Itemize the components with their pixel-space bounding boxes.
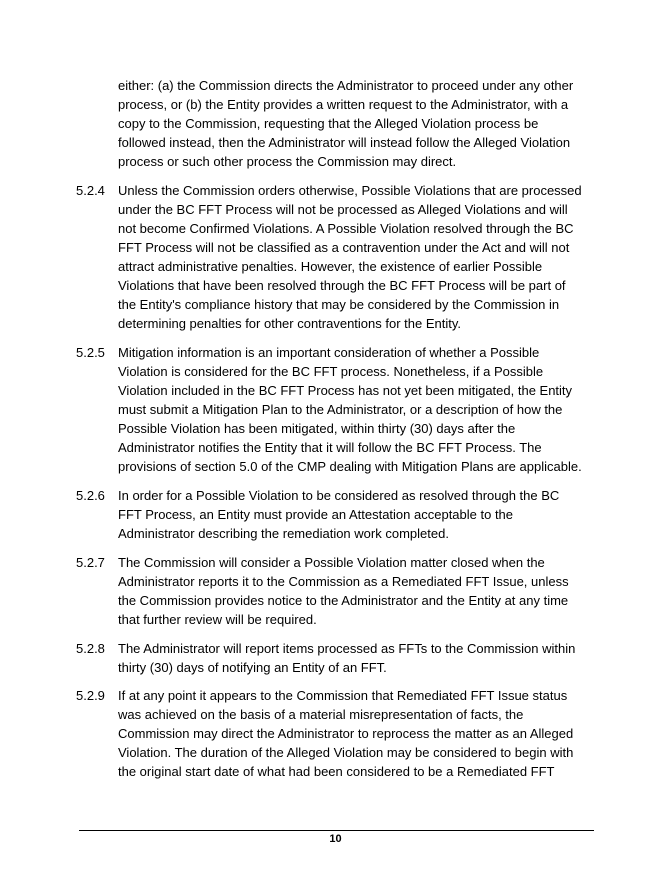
text-line: attract administrative penalties. However, the existence of earlier Possible xyxy=(118,259,543,274)
text-line: under the BC FFT Process will not be processed as Alleged Violations and will xyxy=(118,202,568,217)
clause-5-2-7 xyxy=(76,553,596,629)
clause-number: 5.2.9 xyxy=(76,688,105,703)
clause-body xyxy=(118,553,596,629)
text-line: the original start date of what had been considered to be a Remediated FFT xyxy=(118,764,555,779)
text-line: The Administrator will report items processed as FFTs to the Commission within xyxy=(118,641,576,656)
text-line: followed instead, then the Administrator will instead follow the Alleged Violation xyxy=(118,135,571,150)
clause-number: 5.2.5 xyxy=(76,345,105,360)
clause-body xyxy=(118,343,596,476)
text-line: was achieved on the basis of a material misrepresentation of facts, the xyxy=(118,707,524,722)
clause-5-2-4 xyxy=(76,181,596,333)
text-line: FFT Process, an Entity must provide an Attestation acceptable to the xyxy=(118,507,514,522)
clause-body xyxy=(118,639,596,677)
clause-number: 5.2.4 xyxy=(76,183,105,198)
text-line: must submit a Mitigation Plan to the Administrator, or a description of how the xyxy=(118,402,563,417)
text-line: Unless the Commission orders otherwise, Possible Violations that are processed xyxy=(118,183,582,198)
text-line: that further review will be required. xyxy=(118,612,317,627)
lead-paragraph xyxy=(118,76,596,171)
text-line: the Entity's compliance history that may be considered by the Commission in xyxy=(118,297,560,312)
clause-5-2-8 xyxy=(76,639,596,677)
text-line: process or such other process the Commission may direct. xyxy=(118,154,457,169)
clause-body xyxy=(118,486,596,543)
text-line: Administrator describing the remediation work completed. xyxy=(118,526,449,541)
text-line: process, or (b) the Entity provides a written request to the Administrator, with a xyxy=(118,97,569,112)
clause-5-2-9 xyxy=(76,686,596,781)
text-line: provisions of section 5.0 of the CMP dealing with Mitigation Plans are applicable. xyxy=(118,459,582,474)
clause-number: 5.2.8 xyxy=(76,641,105,656)
text-line: Administrator notifies the Entity that it will follow the BC FFT Process. The xyxy=(118,440,542,455)
text-line: thirty (30) days of notifying an Entity of an FFT. xyxy=(118,660,387,675)
clause-number: 5.2.6 xyxy=(76,488,105,503)
text-line: copy to the Commission, requesting that the Alleged Violation process be xyxy=(118,116,539,131)
text-line: In order for a Possible Violation to be considered as resolved through the BC xyxy=(118,488,560,503)
clause-body xyxy=(118,181,596,333)
text-line: Violation included in the BC FFT Process has not yet been mitigated, the Entity xyxy=(118,383,573,398)
clause-number: 5.2.7 xyxy=(76,555,105,570)
text-line: Violation is considered for the BC FFT process. Nonetheless, if a Possible xyxy=(118,364,544,379)
text-line: not become Confirmed Violations. A Possible Violation resolved through the BC xyxy=(118,221,574,236)
footer-divider xyxy=(79,830,594,831)
page-number: 10 xyxy=(329,833,342,845)
text-line: If at any point it appears to the Commission that Remediated FFT Issue status xyxy=(118,688,568,703)
clause-body xyxy=(118,686,596,781)
text-line: The Commission will consider a Possible Violation matter closed when the xyxy=(118,555,545,570)
text-line: Commission may direct the Administrator to reprocess the matter as an Alleged xyxy=(118,726,574,741)
text-line: Possible Violation has been mitigated, within thirty (30) days after the xyxy=(118,421,516,436)
clause-5-2-6 xyxy=(76,486,596,543)
text-line: Mitigation information is an important consideration of whether a Possible xyxy=(118,345,540,360)
text-line: Violation. The duration of the Alleged Violation may be considered to begin with xyxy=(118,745,574,760)
text-line: FFT Process will not be classified as a contravention under the Act and will not xyxy=(118,240,570,255)
text-line: determining penalties for other contraventions for the Entity. xyxy=(118,316,462,331)
text-line: Violations that have been resolved through the BC FFT Process will be part of xyxy=(118,278,566,293)
text-line: Administrator reports it to the Commission as a Remediated FFT Issue, unless xyxy=(118,574,569,589)
clause-5-2-5 xyxy=(76,343,596,476)
text-line: the Commission provides notice to the Administrator and the Entity at any time xyxy=(118,593,569,608)
text-line: either: (a) the Commission directs the Administrator to proceed under any other xyxy=(118,78,574,93)
